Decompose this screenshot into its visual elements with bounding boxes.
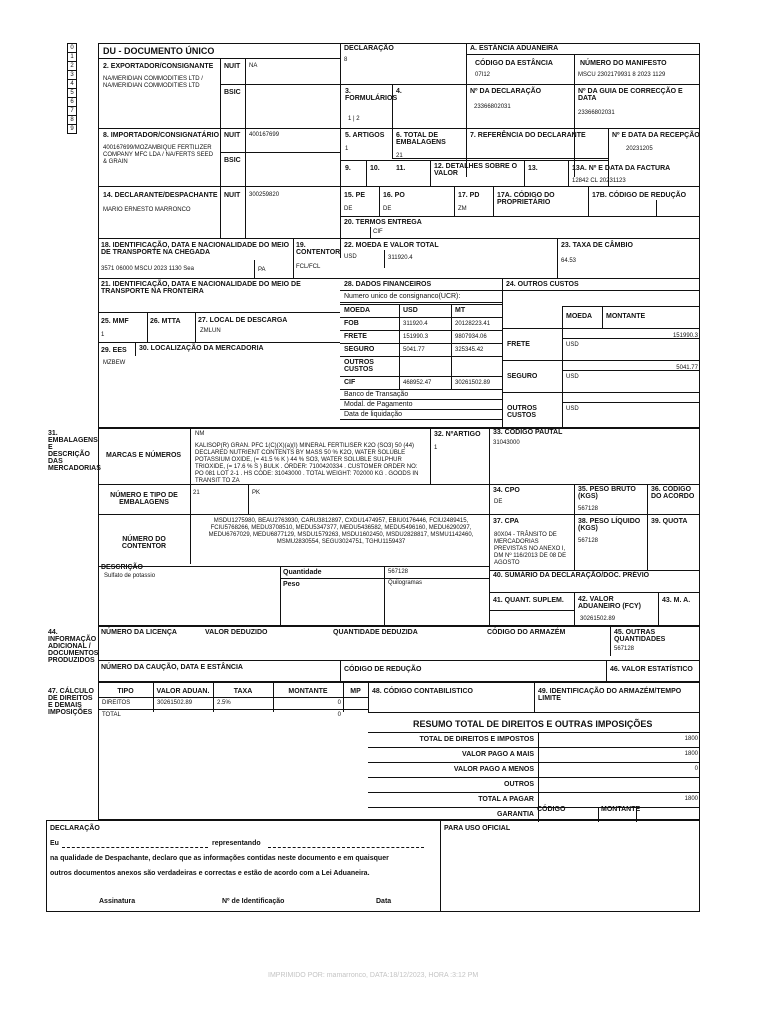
row-number: 4	[67, 79, 77, 89]
tipo-embalagens-tipo: PK	[252, 490, 261, 496]
calc-line	[343, 682, 344, 712]
peso-bruto-label: 35. PESO BRUTO (KGS)	[578, 486, 636, 500]
marcas-label: MARCAS E NÚMEROS	[106, 452, 182, 459]
resumo-line	[368, 762, 700, 763]
calc-header: MP	[350, 688, 361, 695]
calc-montante: 0	[337, 700, 341, 706]
valor-deduzido-label: VALOR DEDUZIDO	[205, 629, 268, 636]
calc-header: TIPO	[117, 688, 134, 695]
cpo-value: DE	[494, 499, 503, 505]
recepcao-label: Nº E DATA DA RECEPÇÃO	[612, 132, 700, 139]
calc-line	[213, 682, 214, 712]
info-adicional-label: 44. INFORMAÇÃO ADICIONAL / DOCUMENTOS PRODUZIDOS	[48, 629, 99, 664]
calc-header: VALOR ADUAN.	[156, 688, 210, 695]
fin-extra-label: Data de liquidação	[344, 411, 402, 418]
box4-label: 4.	[396, 88, 402, 95]
garantia-montante-label: MONTANTE	[601, 806, 641, 813]
resumo-line	[368, 747, 700, 748]
fin-row-label: FOB	[344, 320, 359, 327]
formularios-label: 3. FORMULÁRIOS	[345, 88, 398, 102]
pd-value: ZM	[458, 206, 467, 212]
sumario-label: 40. SUMÁRIO DA DECLARAÇÃO/DOC. PRÉVIO	[493, 572, 650, 579]
resumo-label: VALOR PAGO A MAIS	[462, 751, 534, 758]
fin-row-usd: 5041.77	[403, 347, 425, 353]
fin-row-usd: 468952.47	[403, 380, 432, 386]
fin-row-label: FRETE	[344, 333, 367, 340]
mmf-value: 1	[101, 332, 105, 338]
calc-valor: 30261502.89	[157, 700, 193, 706]
termos-entrega-value: CIF	[373, 229, 383, 235]
despachante-nuit-value: 300259820	[249, 192, 280, 198]
cpa-value: 80X04 - TRÂNSITO DE MERCADORIAS PREVISTAS NO ANEXO I, DM Nº 116/2013 DE 08 DE AGOSTO	[494, 532, 567, 566]
declaracao-final-label: DECLARAÇÃO	[50, 825, 100, 832]
transporte-fronteira-label: 21. IDENTIFICAÇÃO, DATA E NACIONALIDADE DO MEIO DE TRANSPORTE NA FRONTEIRA	[101, 281, 301, 295]
contabilistico-label: 48. CÓDIGO CONTABILISTICO	[372, 688, 473, 695]
valor-total-value: 311920.4	[388, 255, 413, 261]
descricao-value: Sulfato de potassio	[104, 573, 156, 579]
exportador-name: NA/MERIDIAN COMMODITIES LTD / NA/MERIDIAN COMMODITIES LTD	[103, 76, 203, 89]
despachante-nuit-label: NUIT	[224, 192, 241, 199]
custos-row-montante: 5041.77	[676, 365, 698, 371]
fin-table-line	[340, 356, 502, 357]
calc-line	[98, 709, 368, 710]
quota-label: 39. QUOTA	[651, 518, 688, 525]
garantia-codigo-label: CÓDIGO	[537, 806, 566, 813]
importador-bsic-label: BSIC	[224, 157, 241, 164]
custos-line	[502, 360, 700, 361]
fin-row-mt: 9807934.06	[455, 334, 487, 340]
importador-label: 8. IMPORTADOR/CONSIGNATÁRIO	[103, 132, 220, 139]
resumo-line	[368, 807, 700, 808]
manifesto-label: NÚMERO DO MANIFESTO	[580, 60, 667, 67]
resumo-value: 1800	[684, 736, 698, 742]
row-number: 7	[67, 106, 77, 116]
dados-financeiros-label: 28. DADOS FINANCEIROS	[344, 281, 432, 288]
codigo-acordo-label: 36. CÓDIGO DO ACORDO	[651, 486, 695, 500]
resumo-label: GARANTIA	[497, 811, 534, 818]
form-row-number-strip	[67, 44, 77, 134]
armazem-codigo-label: CÓDIGO DO ARMAZÉM	[487, 629, 566, 636]
codigo-estancia-value: 07I12	[475, 72, 491, 78]
consignancao-label: Numero unico de consignanco(UCR):	[344, 293, 461, 300]
custos-row-moeda: USD	[566, 374, 579, 380]
peso-value: Quilogramas	[388, 580, 423, 586]
resumo-line	[368, 777, 700, 778]
fin-table-line	[340, 419, 502, 420]
ma-label: 43. M. A.	[662, 597, 691, 604]
transporte-chegada-nacionalidade: PA	[258, 267, 266, 273]
fin-table-line	[340, 399, 502, 400]
peso-label: Peso	[283, 581, 300, 588]
fin-row-label: OUTROS CUSTOS	[344, 359, 374, 373]
factura-value: 12842 CL 20231123	[572, 178, 626, 184]
calc-header: TAXA	[233, 688, 253, 695]
calc-tipo: TOTAL	[102, 712, 121, 718]
valor-aduaneiro-value: 30261502.89	[580, 616, 616, 622]
form-title: DU - DOCUMENTO ÚNICO	[103, 46, 215, 56]
cpa-label: 37. CPA	[493, 518, 519, 525]
fin-header: MOEDA	[344, 307, 371, 314]
exportador-nuit-label: NUIT	[224, 63, 241, 70]
resumo-value: 0	[694, 766, 698, 772]
box11-label: 11.	[396, 165, 406, 172]
codigo-reducao-label: CÓDIGO DE REDUÇÃO	[344, 666, 422, 673]
transporte-chegada-value: 3571 06000 MSCU 2023 1130 Sea	[101, 266, 194, 272]
resumo-value: 1800	[684, 796, 698, 802]
box13-label: 13.	[528, 165, 538, 172]
assinatura-label: Assinatura	[99, 898, 136, 905]
manifesto-value: MSCU 2302179931 8 2023 1129	[578, 72, 666, 78]
valor-estatistico-label: 46. VALOR ESTATÍSTICO	[610, 666, 693, 673]
quantidade-value: 567128	[388, 569, 409, 575]
pe-value: DE	[344, 206, 353, 212]
ees-value: MZBEW	[103, 360, 126, 366]
custos-row-montante: 151990.3	[672, 333, 698, 339]
caucao-label: NÚMERO DA CAUÇÃO, DATA E ESTÂNCIA	[101, 664, 243, 671]
estancia-label: A. ESTÂNCIA ADUANEIRA	[470, 45, 559, 52]
armazem-tempo-label: 49. IDENTIFICAÇÃO DO ARMAZÉM/TEMPO LIMITE	[538, 688, 682, 702]
custos-row-moeda: USD	[566, 406, 579, 412]
embalagens-label: 6. TOTAL DE EMBALAGENS	[396, 132, 446, 146]
outras-quantidades-value: 567128	[614, 646, 635, 652]
localizacao-label: 30. LOCALIZAÇÃO DA MERCADORIA	[139, 345, 264, 352]
pautal-label: 33. CÓDIGO PAUTAL	[493, 429, 563, 436]
print-footer: IMPRIMIDO POR: mamarronco, DATA:18/12/2023, HORA :3:12 PM	[268, 972, 479, 979]
custos-row-label: FRETE	[507, 341, 530, 348]
calculo-label: 47. CÁLCULO DE DIREITOS E DEMAIS IMPOSIÇÕES	[48, 688, 94, 716]
exportador-nuit-value: NA	[249, 63, 258, 69]
descarga-label: 27. LOCAL DE DESCARGA	[198, 317, 288, 324]
custos-line	[562, 306, 700, 307]
custos-line	[602, 306, 603, 328]
guia-correccao-label: Nº DA GUIA DE CORRECÇÃO E DATA	[578, 88, 683, 102]
transporte-chegada-label: 18. IDENTIFICAÇÃO, DATA E NACIONALIDADE DO MEIO DE TRANSPORTE NA CHEGADA	[101, 242, 290, 256]
num-declaracao-label: Nº DA DECLARAÇÃO	[470, 88, 542, 95]
custos-line	[562, 370, 700, 371]
cambio-value: 64.53	[561, 258, 577, 264]
box10-label: 10.	[370, 165, 380, 172]
fin-table-line	[340, 343, 502, 344]
custos-row-label: SEGURO	[507, 373, 538, 380]
descricao-label: DESCRIÇÃO	[101, 564, 144, 571]
valor-aduaneiro-label: 42. VALOR ADUANEIRO (FCY)	[578, 596, 641, 610]
uso-oficial-label: PARA USO OFICIAL	[444, 825, 511, 832]
tipo-embalagens-num: 21	[193, 490, 200, 496]
custos-header: MONTANTE	[606, 313, 646, 320]
decl-eu-label: Eu	[50, 840, 59, 847]
embalagens-value: 21	[396, 153, 403, 159]
row-number: 3	[67, 70, 77, 80]
fin-table-line	[340, 376, 502, 377]
ees-label: 29. EES	[101, 347, 127, 354]
outras-quantidades-label: 45. OUTRAS QUANTIDADES	[614, 629, 666, 643]
fin-table-line	[399, 304, 400, 389]
descarga-value: ZMLUN	[200, 328, 221, 334]
declaracao-label: DECLARAÇÃO	[344, 45, 394, 52]
custos-line	[502, 328, 700, 329]
declaracao-value: 8	[344, 57, 348, 63]
data-label: Data	[376, 898, 392, 905]
formularios-value: 1 | 2	[348, 116, 360, 122]
row-number: 8	[67, 115, 77, 125]
pe-label: 15. PE	[344, 192, 366, 199]
moeda-valor-label: 22. MOEDA E VALOR TOTAL	[344, 242, 439, 249]
cambio-label: 23. TAXA DE CÂMBIO	[561, 242, 633, 249]
fin-header: USD	[403, 307, 418, 314]
factura-label: 13A. Nº E DATA DA FACTURA	[572, 165, 671, 172]
calc-header: MONTANTE	[288, 688, 328, 695]
po-label: 16. PO	[383, 192, 405, 199]
fin-extra-label: Modal. de Pagamento	[344, 401, 413, 408]
resumo-line	[368, 792, 700, 793]
mercadoria-description: KALISOP(R) GRAN. PFC 1(C)(X)(a)(I) MINERAL FERTILISER K2O (SO3) 50 (44) DECLARED NUTRIENT CONTENTS BY MASS 50 % K2O, WATER SOLUBLE POTASSIUM OXIDE, (= 41.5 % K ) 44 % SO3, WATER SOLUBLE SULPHUR TRIOXIDE, (= 17.6 % S ) BULK . ORDER: 7100420334 . CUSTOMER ORDER NO: PO 081 LOT 2-1 . HS CODE: 31043000 . TOTAL WEIGHT: 702000 KG . GOODS IN TRANSIT TO ZA	[195, 443, 419, 484]
row-number: 6	[67, 97, 77, 107]
resumo-line	[368, 732, 700, 733]
resumo-value: 1800	[684, 751, 698, 757]
recepcao-value: 20231205	[626, 146, 653, 152]
fin-row-usd: 151990.3	[403, 334, 429, 340]
tipo-embalagens-label: NÚMERO E TIPO DE EMBALAGENS	[110, 492, 178, 506]
moeda-value: USD	[344, 254, 357, 260]
peso-liquido-label: 38. PESO LÍQUIDO (KGS)	[578, 518, 641, 532]
reducao-17b-label: 17B. CÓDIGO DE REDUÇÃO	[592, 192, 687, 199]
proprietario-label: 17A. CÓDIGO DO PROPRIETÁRIO	[497, 192, 555, 206]
fin-table-line	[340, 304, 502, 305]
embalagens-descricao-label: 31. EMBALAGENS E DESCRIÇÃO DAS MERCADORIAS	[48, 430, 101, 472]
cpo-label: 34. CPO	[493, 487, 520, 494]
row-number: 9	[67, 124, 77, 134]
custos-line	[562, 306, 563, 428]
decl-representando-label: representando	[212, 840, 261, 847]
decl-line-2: na qualidade de Despachante, declaro que as informações contidas neste documento e em quaisquer	[50, 855, 389, 862]
despachante-name: MARIO ERNESTO MARRONCO	[103, 207, 191, 213]
calc-taxa: 2.5%	[217, 700, 231, 706]
fin-row-mt: 325345.42	[455, 347, 484, 353]
outros-custos-label: 24. OUTROS CUSTOS	[506, 281, 579, 288]
calc-line	[273, 682, 274, 712]
calc-line	[98, 697, 368, 698]
contentor-label: 19. CONTENTOR	[296, 242, 341, 256]
despachante-label: 14. DECLARANTE/DESPACHANTE	[103, 192, 218, 199]
custos-line	[502, 290, 700, 291]
row-number: 2	[67, 61, 77, 71]
mtta-label: 26. MTTA	[150, 318, 181, 325]
resumo-label: OUTROS	[504, 781, 534, 788]
row-number: 0	[67, 43, 77, 53]
fin-row-usd: 311920.4	[403, 321, 428, 327]
num-declaracao-value: 23366802031	[474, 104, 511, 110]
peso-bruto-value: 567128	[578, 506, 599, 512]
row-number: 5	[67, 88, 77, 98]
fin-row-label: SEGURO	[344, 346, 375, 353]
resumo-label: TOTAL DE DIREITOS E IMPOSTOS	[419, 736, 534, 743]
contentor-value: FCL/FCL	[296, 264, 321, 270]
identificacao-label: Nº de Identificação	[222, 898, 285, 905]
fin-table-line	[340, 409, 502, 410]
resumo-label: TOTAL A PAGAR	[478, 796, 534, 803]
detalhes-valor-label: 12. DETALHES SOBRE O VALOR	[434, 163, 518, 177]
artigos-label: 5. ARTIGOS	[345, 132, 385, 139]
artigos-value: 1	[345, 146, 349, 152]
box9-label: 9.	[345, 165, 351, 172]
quant-suplem-label: 41. QUANT. SUPLEM.	[493, 597, 564, 604]
fin-row-mt: 30261502.89	[455, 380, 491, 386]
codigo-estancia-label: CÓDIGO DA ESTÂNCIA	[475, 60, 553, 67]
importador-name: 400167699/MOZAMBIQUE FERTILIZER COMPANY MFC LDA / NA/FERTS SEED & GRAIN	[103, 145, 214, 165]
fin-table-line	[340, 330, 502, 331]
custos-row-moeda: USD	[566, 342, 579, 348]
guia-correccao-value: 23366802031	[578, 110, 615, 116]
decl-line-3: outros documentos anexos são verdadeiras e correctas e estão de acordo com a Lei Aduaneira.	[50, 870, 370, 877]
contentores-value: MSDU1275980, BEAU2763930, CARU3812897, CXDU1474957, EBIU0176446, FCIU2489415, FCIU5768266, MEDU3708510, MEDU5347377, MEDU5436582, MEDU5496160, MEDU6290297, MEDU6767029, MEDU6877129, MSDU1579263, MSDU1602450, MSDU2828817, MSMU1142460, MSMU2830554, SEGU3024751, TGHU1159437	[208, 518, 474, 545]
calc-line	[153, 682, 154, 712]
calc-montante: 0	[337, 712, 341, 718]
custos-line	[502, 392, 700, 393]
marcas-value: NM	[195, 431, 205, 437]
quantidade-label: Quantidade	[283, 569, 322, 576]
fin-table-line	[451, 304, 452, 389]
fin-row-mt: 20128223.41	[455, 321, 491, 327]
artigo-value: 1	[434, 445, 438, 451]
custos-row-label: OUTROS CUSTOS	[507, 405, 537, 419]
fin-table-line	[340, 389, 502, 390]
fin-header: MT	[455, 307, 466, 314]
resumo-label: VALOR PAGO A MENOS	[453, 766, 534, 773]
custos-header: MOEDA	[566, 313, 593, 320]
fin-table-line	[340, 317, 502, 318]
pd-label: 17. PD	[458, 192, 480, 199]
custos-line	[562, 338, 700, 339]
ref-declarante-label: 7. REFERÊNCIA DO DECLARANTE	[470, 132, 586, 139]
declaracao-final-section	[46, 820, 700, 912]
row-number: 1	[67, 52, 77, 62]
po-value: DE	[383, 206, 392, 212]
resumo-title: RESUMO TOTAL DE DIREITOS E OUTRAS IMPOSIÇÕES	[413, 719, 653, 729]
custos-line	[562, 402, 700, 403]
termos-entrega-label: 20. TERMOS ENTREGA	[344, 219, 422, 226]
importador-nuit-label: NUIT	[224, 132, 241, 139]
importador-nuit-value: 400167699	[249, 132, 280, 138]
quantidade-deduzida-label: QUANTIDADE DEDUZIDA	[333, 629, 418, 636]
exportador-label: 2. EXPORTADOR/CONSIGNANTE	[103, 63, 214, 70]
pautal-value: 31043000	[493, 440, 520, 446]
artigo-label: 32. NºARTIGO	[434, 431, 481, 438]
exportador-bsic-label: BSIC	[224, 89, 241, 96]
mmf-label: 25. MMF	[101, 318, 129, 325]
licenca-label: NÚMERO DA LICENÇA	[101, 629, 177, 636]
numero-contentor-label: NÚMERO DO CONTENTOR	[121, 536, 167, 550]
fin-extra-label: Banco de Transação	[344, 391, 409, 398]
calc-tipo: DIREITOS	[102, 700, 131, 706]
peso-liquido-value: 567128	[578, 538, 599, 544]
fin-row-label: CIF	[344, 379, 356, 386]
